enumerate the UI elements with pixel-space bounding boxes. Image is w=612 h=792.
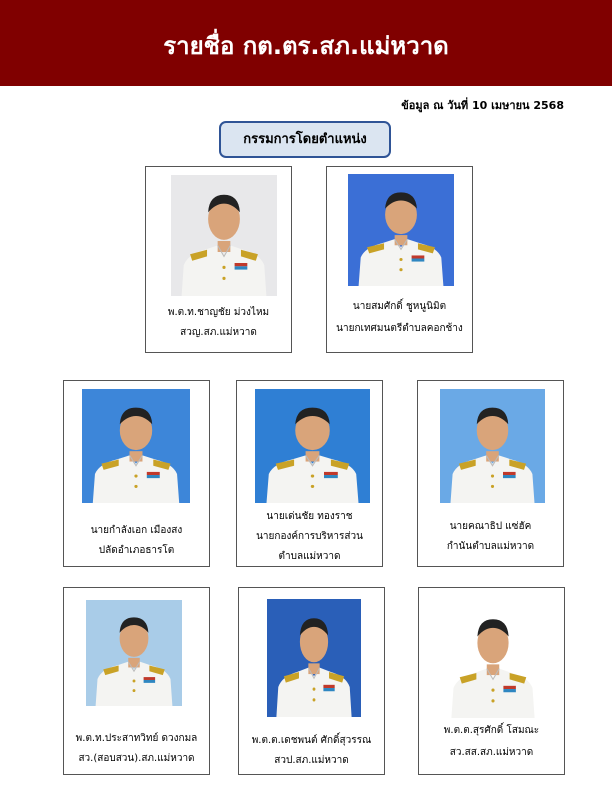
member-name: พ.ต.ต.เดชพนต์ ศักดิ์สุวรรณ	[251, 735, 372, 746]
member-card	[418, 587, 565, 775]
member-photo	[440, 389, 545, 503]
member-position: สว.(สอบสวน).สภ.แม่หวาด	[78, 753, 195, 764]
member-card	[417, 380, 564, 567]
member-photo	[255, 389, 370, 503]
member-name: นายเด่นชัย ทองราช	[266, 511, 353, 522]
member-card	[236, 380, 383, 567]
member-name: นายกำลังเอก เมืองสง	[90, 525, 183, 536]
member-name: พ.ต.ท.ประสาทวิทย์ ดวงกมล	[75, 733, 198, 744]
member-card	[326, 166, 473, 353]
member-position: สว.สส.สภ.แม่หวาด	[449, 747, 534, 758]
member-name: นายสมศักดิ์ ชูหนูนิมิต	[352, 301, 447, 312]
member-card	[63, 380, 210, 567]
member-photo	[86, 600, 182, 706]
member-position-line2: ตำบลแม่หวาด	[278, 551, 341, 562]
member-photo	[82, 389, 190, 503]
member-position: นายกเทศมนตรีตำบลคอกช้าง	[336, 323, 463, 334]
member-position: นายกองค์การบริหารส่วน	[256, 531, 363, 542]
member-photo	[441, 600, 545, 718]
member-card	[238, 587, 385, 775]
member-card	[145, 166, 292, 353]
member-name: พ.ต.ท.ชาญชัย ม่วงไหม	[167, 307, 270, 318]
member-position: กำนันตำบลแม่หวาด	[446, 541, 535, 552]
member-position: สวป.สภ.แม่หวาด	[274, 755, 349, 766]
member-position: ปลัดอำเภอธารโต	[98, 545, 175, 556]
section-heading: กรรมการโดยตำแหน่ง	[219, 121, 391, 158]
member-position: สวญ.สภ.แม่หวาด	[180, 327, 257, 338]
member-name: นายคณาธิป แซ่ฮัค	[449, 521, 532, 532]
member-name: พ.ต.ต.สุรศักดิ์ โสมณะ	[443, 725, 540, 736]
data-date: ข้อมูล ณ วันที่ 10 เมษายน 2568	[401, 99, 564, 112]
member-photo	[348, 174, 454, 286]
member-photo	[267, 599, 361, 717]
member-card	[63, 587, 210, 775]
page-title: รายชื่อ กต.ตร.สภ.แม่หวาด	[163, 32, 449, 60]
member-photo	[171, 175, 277, 296]
